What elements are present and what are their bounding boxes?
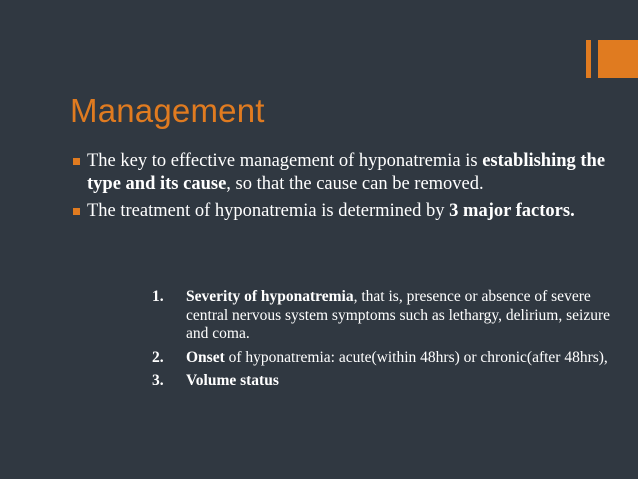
factor-item [152,372,617,391]
factor-text-bold-segment: Onset [186,348,225,366]
factor-text-bold-segment: Volume status [186,372,279,389]
bullet-text-segment: The treatment of hyponatremia is determined by [87,201,450,221]
square-bullet-icon [73,208,80,215]
decorative-accent-bar-thick [598,40,638,78]
decorative-accent-bar-thin [586,40,591,78]
factors-numbered-list [152,288,617,396]
factor-text-segment: of hyponatremia: acute(within 48hrs) or chronic(after 48hrs), [224,348,608,366]
factor-text-segment: , that is, presence or absence of severe central nervous system symptoms such as lethargy, delirium, seizure and coma. [186,288,611,342]
bullet-list [70,150,615,227]
slide-title: Management [70,92,265,129]
factor-number: 3. [152,372,164,389]
factor-text-bold-segment: Severity of hyponatremia [186,288,354,305]
bullet-text-segment: , so that the cause can be removed. [226,174,484,194]
square-bullet-icon [73,158,80,165]
factor-item [152,288,617,344]
factor-number: 2. [152,348,164,366]
bullet-text-bold-segment: establishing the type and its cause [87,151,606,194]
factor-number: 1. [152,288,164,305]
bullet-item [70,150,615,196]
bullet-item [70,200,615,223]
bullet-text-bold-segment: 3 major factors. [449,201,575,221]
bullet-text-segment: The key to effective management of hyponatremia is [87,151,483,171]
factor-item [152,349,617,368]
